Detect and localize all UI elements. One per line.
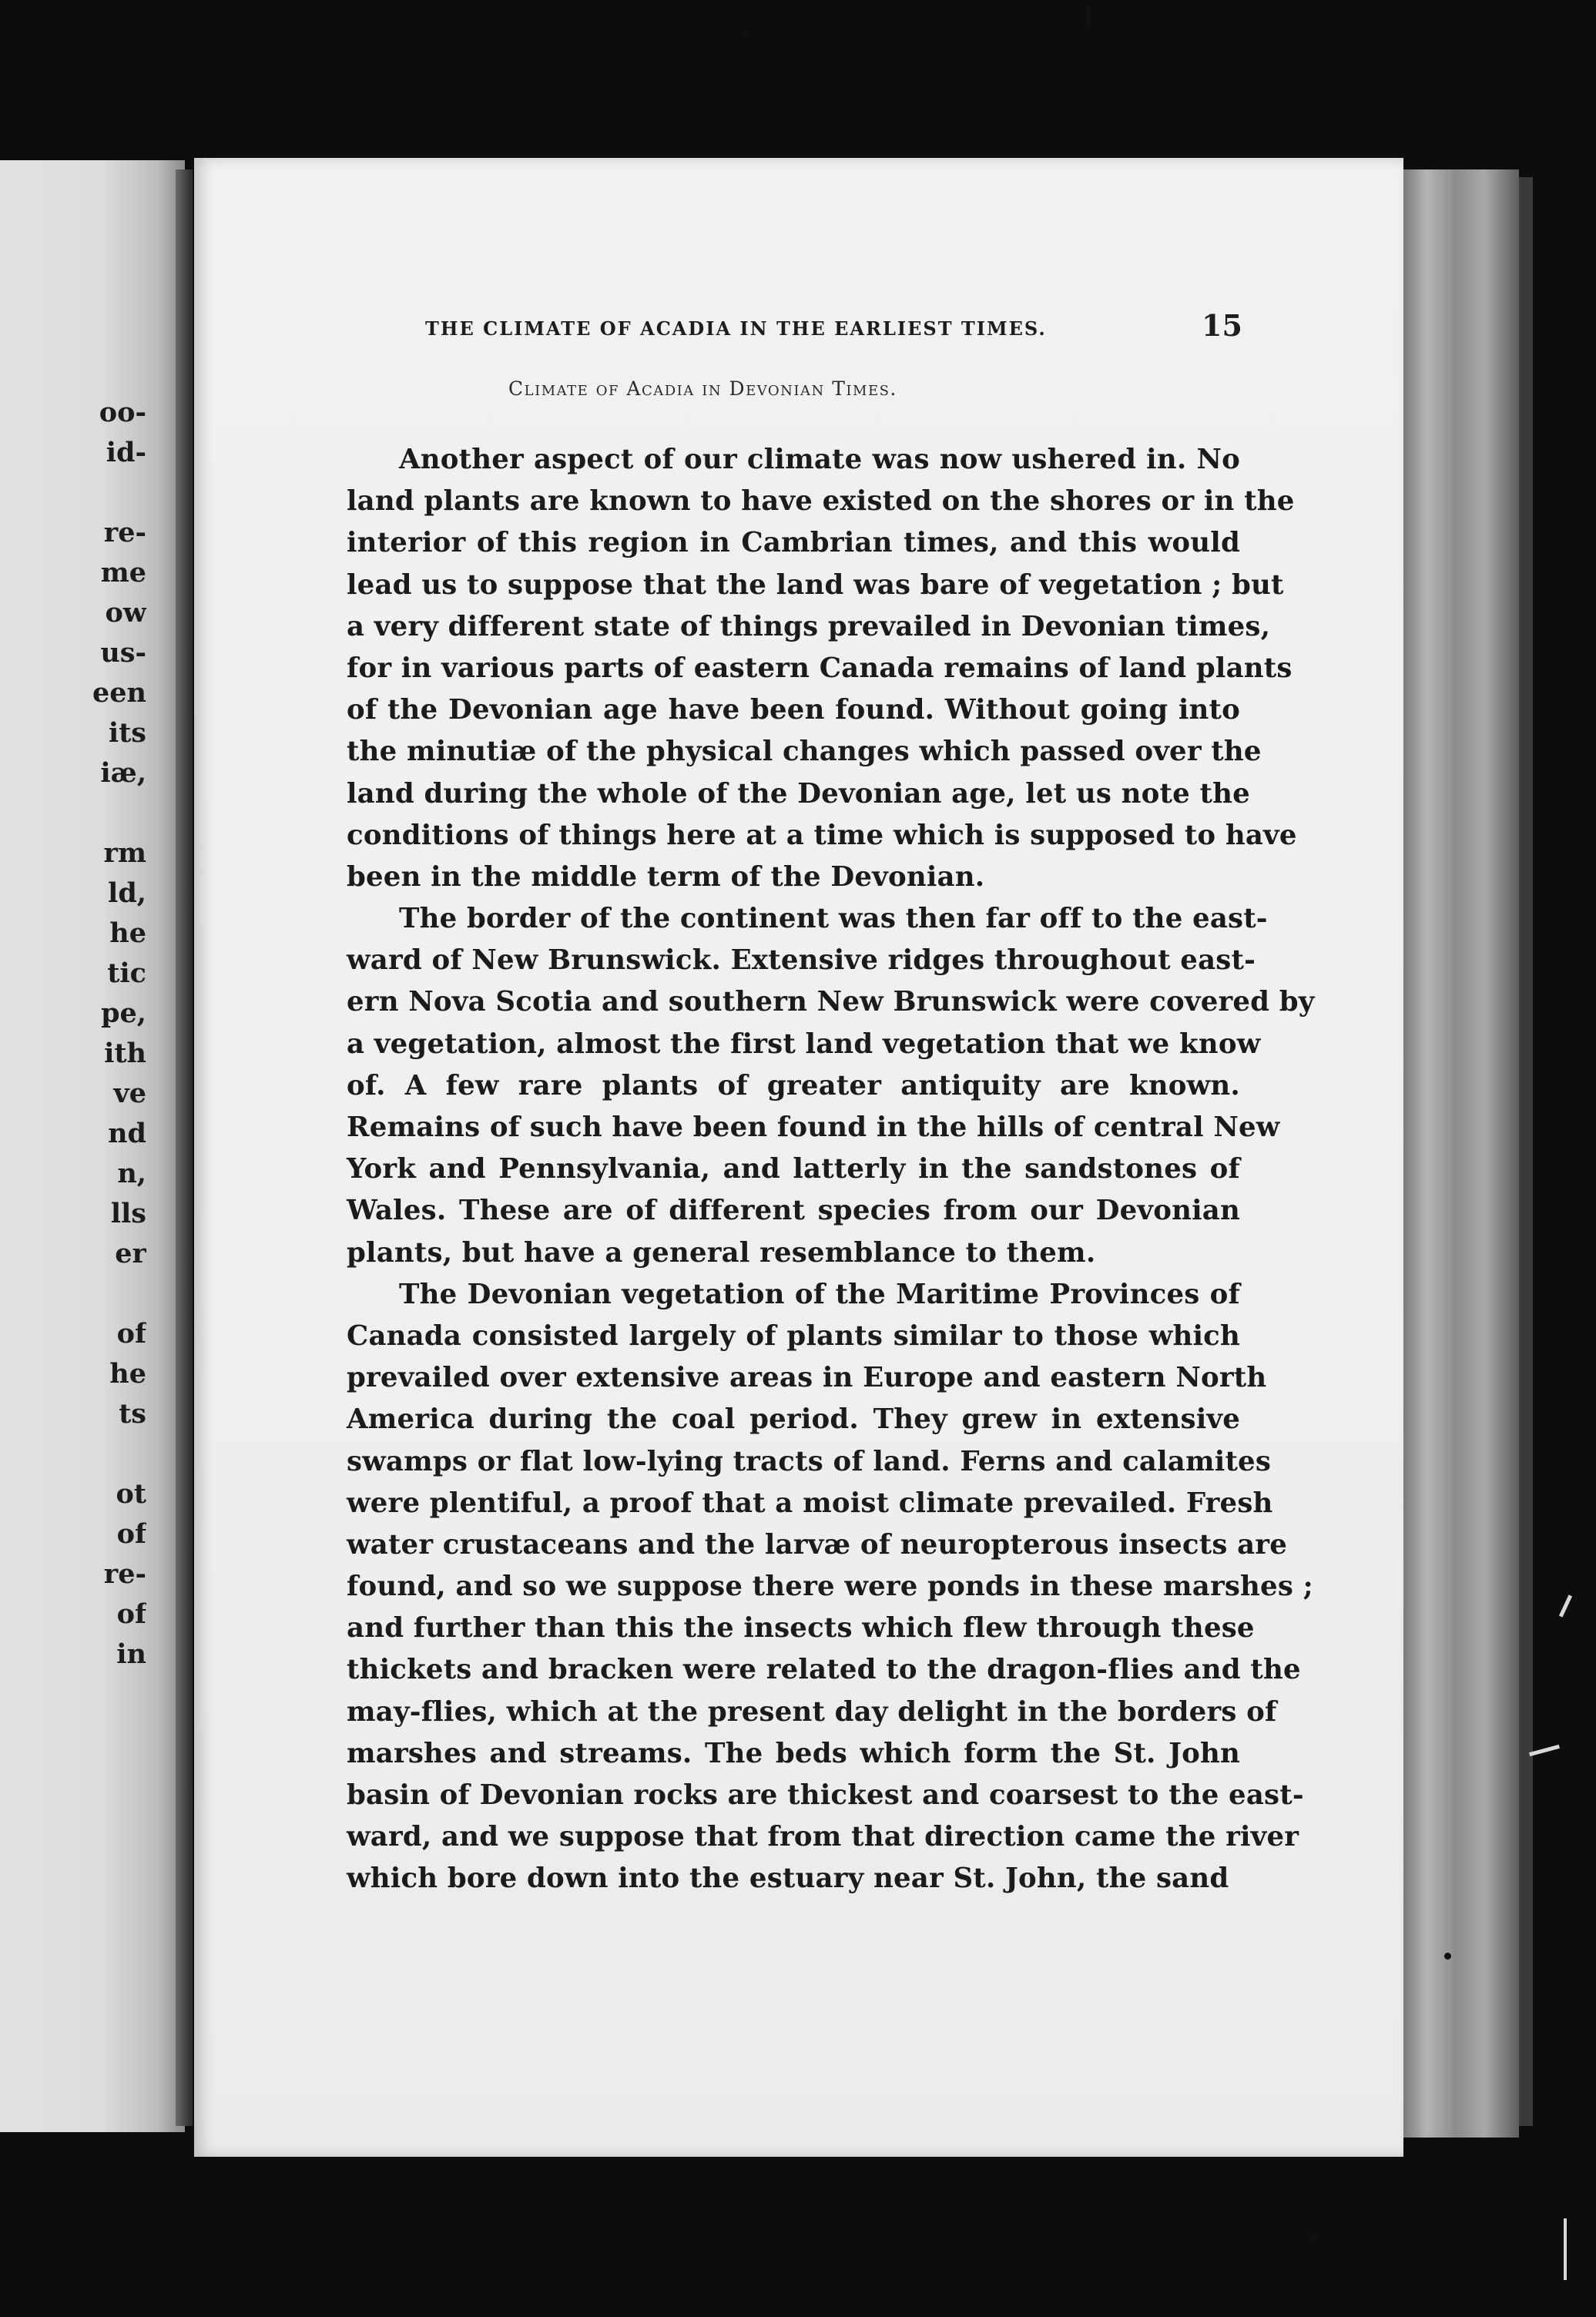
text-line: been in the middle term of the Devonian.	[347, 860, 985, 893]
film-speck	[1309, 2234, 1317, 2242]
left-page-fragment: er	[115, 1238, 146, 1269]
text-line: a very different state of things prevailed in Devonian times,	[347, 610, 1271, 642]
left-page-fragment: pe,	[101, 998, 146, 1029]
left-page-fragment: lls	[110, 1198, 146, 1229]
left-page-fragment: me	[100, 557, 146, 588]
text-line: and further than this the insects which flew through these	[347, 1612, 1255, 1645]
film-speck	[1444, 1953, 1451, 1960]
left-page-fragment: oo-	[99, 397, 146, 428]
page-stack-edge	[1403, 169, 1519, 2138]
book-gutter	[176, 169, 193, 2126]
paragraph	[347, 898, 1315, 1274]
section-title: Climate of Acadia in Devonian Times.	[508, 377, 897, 400]
left-page-fragment	[0, 473, 146, 513]
text-line: land during the whole of the Devonian age, let us note the	[347, 777, 1250, 810]
text-line: prevailed over extensive areas in Europe and eastern North	[347, 1362, 1267, 1394]
text-line: thickets and bracken were related to the dragon-flies and the	[347, 1654, 1301, 1686]
text-line: The Devonian vegetation of the Maritime Provinces of	[399, 1278, 1240, 1310]
left-page-fragment: n,	[117, 1158, 146, 1189]
left-page-fragment: een	[92, 677, 146, 709]
left-page-fragment: ve	[113, 1078, 146, 1109]
left-page-fragment: ow	[105, 597, 146, 629]
text-line: plants, but have a general resemblance to them.	[347, 1236, 1096, 1269]
text-line: which bore down into the estuary near St. John, the sand	[347, 1863, 1229, 1895]
text-line: a vegetation, almost the first land vegetation that we know	[347, 1028, 1261, 1060]
paragraph	[347, 439, 1297, 898]
text-line: marshes and streams. The beds which form the St. John	[347, 1737, 1240, 1769]
left-page-fragment: us-	[100, 637, 146, 669]
left-page-fragment: id-	[106, 437, 146, 468]
left-page-fragment: iæ,	[100, 757, 146, 789]
text-line: Canada consisted largely of plants similar to those which	[347, 1319, 1240, 1352]
left-page-fragment: of	[116, 1598, 146, 1630]
left-page-fragment: re-	[103, 517, 146, 548]
text-line: for in various parts of eastern Canada remains of land plants	[347, 652, 1293, 684]
text-line: conditions of things here at a time which is supposed to have	[347, 819, 1297, 851]
left-page-fragment: he	[109, 917, 146, 949]
text-line: interior of this region in Cambrian times, and this would	[347, 527, 1240, 559]
left-page-text-fragments	[0, 393, 146, 1675]
text-line: of. A few rare plants of greater antiquity are known.	[347, 1069, 1240, 1101]
page-number: 15	[1202, 308, 1242, 343]
left-page-fragment: ld,	[108, 877, 146, 909]
text-line: land plants are known to have existed on the shores or in the	[347, 485, 1295, 518]
film-scratch	[1564, 2218, 1567, 2280]
left-page-fragment	[0, 1274, 146, 1314]
text-line: the minutiæ of the physical changes which passed over the	[347, 736, 1262, 768]
text-line: The border of the continent was then far off to the east-	[399, 903, 1268, 935]
page-stack-shadow	[1519, 177, 1533, 2126]
text-line: found, and so we suppose there were ponds in these marshes ;	[347, 1571, 1313, 1603]
left-page-fragment: rm	[103, 837, 146, 869]
text-line: America during the coal period. They grew in extensive	[347, 1403, 1240, 1436]
text-line: were plentiful, a proof that a moist climate prevailed. Fresh	[347, 1487, 1273, 1519]
left-page-fragment: ith	[104, 1038, 146, 1069]
text-line: ern Nova Scotia and southern New Brunswick were covered by	[347, 986, 1315, 1018]
left-page-fragment: its	[108, 717, 146, 749]
text-line: Wales. These are of different species from our Devonian	[347, 1195, 1240, 1227]
text-line: Remains of such have been found in the hills of central New	[347, 1112, 1280, 1143]
text-line: may-flies, which at the present day delight in the borders of	[347, 1695, 1277, 1728]
left-page-fragment: ts	[119, 1398, 146, 1430]
left-page-fragment: re-	[103, 1558, 146, 1590]
left-page-fragment: tic	[107, 957, 146, 989]
left-page-fragment	[0, 793, 146, 833]
left-page-fragment: he	[109, 1358, 146, 1390]
left-page-fragment: nd	[108, 1118, 146, 1149]
left-page-fragment	[0, 1434, 146, 1474]
left-page-fragment: of	[116, 1518, 146, 1550]
running-header: THE CLIMATE OF ACADIA IN THE EARLIEST TIMES.	[425, 317, 1047, 340]
paragraph	[347, 1274, 1313, 1900]
text-line: of the Devonian age have been found. Without going into	[347, 694, 1240, 726]
text-line: Another aspect of our climate was now ushered in. No	[399, 444, 1240, 475]
left-page-fragment: of	[116, 1318, 146, 1350]
left-page-fragment: in	[116, 1638, 146, 1670]
text-line: basin of Devonian rocks are thickest and coarsest to the east-	[347, 1779, 1304, 1811]
text-line: swamps or flat low-lying tracts of land. Ferns and calamites	[347, 1445, 1272, 1477]
film-speck	[1086, 6, 1091, 26]
body-text	[347, 439, 1315, 1900]
text-line: ward, and we suppose that from that direction came the river	[347, 1821, 1299, 1853]
text-line: ward of New Brunswick. Extensive ridges throughout east-	[347, 944, 1256, 977]
text-line: York and Pennsylvania, and latterly in the sandstones of	[347, 1153, 1240, 1185]
text-line: lead us to suppose that the land was bare of vegetation ; but	[347, 568, 1284, 601]
text-line: water crustaceans and the larvæ of neuropterous insects are	[347, 1528, 1287, 1561]
film-speck	[743, 31, 749, 37]
left-page-fragment: ot	[116, 1478, 146, 1510]
